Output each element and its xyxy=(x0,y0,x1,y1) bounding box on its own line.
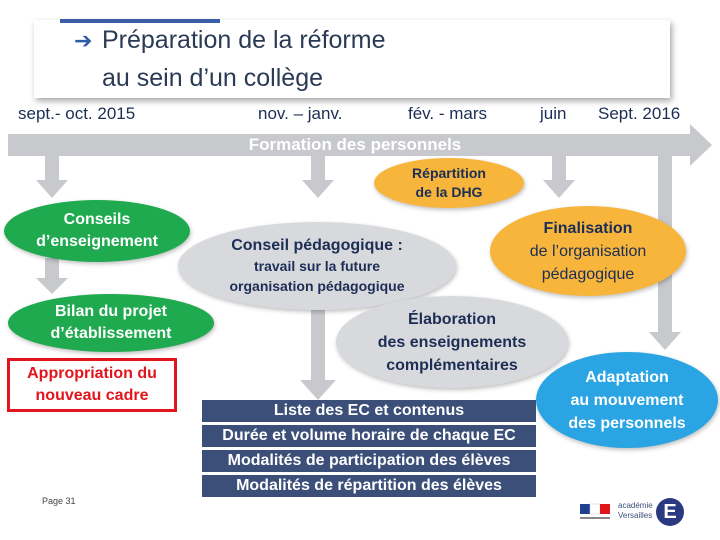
bilan-oval xyxy=(8,294,214,352)
timeline-banner: Formation des personnels xyxy=(248,135,462,154)
appropriation-box xyxy=(7,358,177,412)
elaboration-line-1: Élaboration xyxy=(407,310,496,328)
logo-text-2: Versailles xyxy=(618,511,653,520)
title-line-2: au sein d’un collège xyxy=(102,64,323,92)
elaboration-oval xyxy=(336,296,568,388)
period-sept-oct: sept.- oct. 2015 xyxy=(18,104,136,123)
academie-logo xyxy=(578,498,688,528)
conseil-pedagogique-line-2: organisation pédagogique xyxy=(229,278,405,294)
dhg-line-2: de la DHG xyxy=(415,184,483,200)
period-nov-janv: nov. – janv. xyxy=(258,104,343,123)
appropriation-line-2: nouveau cadre xyxy=(35,387,149,404)
ec-row-2: Durée et volume horaire de chaque EC xyxy=(202,425,536,447)
bilan-line-2: d’établissement xyxy=(50,325,172,342)
adaptation-line-2: au mouvement xyxy=(570,391,684,409)
logo-text-1: académie xyxy=(618,501,653,510)
down-arrow-5 xyxy=(543,156,575,198)
appropriation-line-1: Appropriation du xyxy=(27,365,157,382)
title-line-1: Préparation de la réforme xyxy=(102,26,386,54)
adaptation-line-3: des personnels xyxy=(568,414,686,432)
down-arrow-1 xyxy=(36,156,68,198)
finalisation-title: Finalisation xyxy=(543,219,633,237)
finalisation-line-2: pédagogique xyxy=(541,265,635,283)
finalisation-oval xyxy=(490,206,686,296)
down-arrow-2 xyxy=(36,258,68,294)
page-number: Page 31 xyxy=(42,496,76,506)
down-arrow-3 xyxy=(302,156,334,198)
logo-e-icon: E xyxy=(656,498,684,526)
period-fev-mars: fév. - mars xyxy=(408,104,488,123)
conseil-pedagogique-title: Conseil pédagogique : xyxy=(231,237,403,254)
bilan-line-1: Bilan du projet xyxy=(55,303,167,320)
conseil-pedagogique-oval xyxy=(178,222,456,310)
finalisation-line-1: de l’organisation xyxy=(529,242,647,260)
ec-row-3: Modalités de participation des élèves xyxy=(202,450,536,472)
adaptation-line-1: Adaptation xyxy=(585,368,669,386)
period-juin: juin xyxy=(540,104,567,123)
conseils-line-2: d’enseignement xyxy=(36,233,158,250)
conseils-line-1: Conseils xyxy=(63,211,131,228)
arrow-right-icon: ➔ xyxy=(74,28,93,53)
conseils-oval xyxy=(4,200,190,262)
period-sept-2016: Sept. 2016 xyxy=(598,104,681,123)
conseil-pedagogique-line-1: travail sur la future xyxy=(253,258,381,274)
ec-row-1: Liste des EC et contenus xyxy=(202,400,536,422)
elaboration-line-2: des enseignements xyxy=(377,333,527,351)
elaboration-line-3: complémentaires xyxy=(386,356,518,374)
ec-row-4: Modalités de répartition des élèves xyxy=(202,475,536,497)
adaptation-oval xyxy=(536,352,718,448)
dhg-oval xyxy=(374,158,524,208)
dhg-line-1: Répartition xyxy=(412,165,486,181)
down-arrow-4 xyxy=(300,300,336,400)
